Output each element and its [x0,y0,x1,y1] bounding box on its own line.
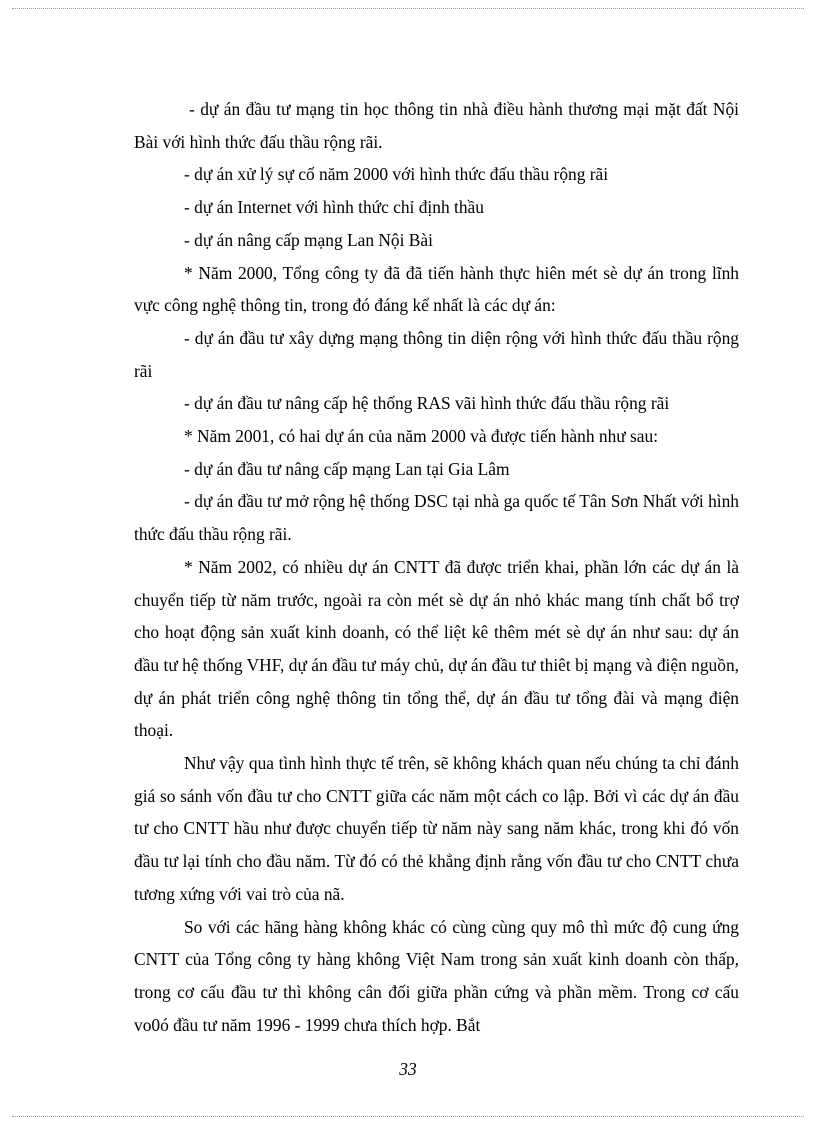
paragraph-10: - dự án đầu tư mở rộng hệ thống DSC tại nhà ga quốc tế Tân Sơn Nhất với hình thức đấu thầu rộng rãi. [134,491,739,545]
paragraph-8: * Năm 2001, có hai dự án của năm 2000 và được tiến hành như sau: [184,426,659,447]
paragraph-3: - dự án Internet với hình thức chỉ định thầu [184,197,484,218]
paragraph-11: * Năm 2002, có nhiều dự án CNTT đã được triển khai, phần lớn các dự án là chuyển tiếp từ năm trước, ngoài ra còn mét sè dự án nhỏ khác mang tính chất bổ trợ cho hoạt động sản xuất kinh doanh, có thể liệt kê thêm mét sè dự án như sau: dự án đầu tư hệ thống VHF, dự án đầu tư máy chủ, dự án đầu tư thiêt bị mạng và điện nguồn, dự án phát triển công nghệ thông tin tổng thể, dự án đầu tư tổng đài và mạng điện thoại. [134,556,739,741]
paragraph-9: - dự án đầu tư nâng cấp mạng Lan tại Gia Lâm [184,458,510,479]
document-body [134,93,739,1041]
paragraph-4: - dự án nâng cấp mạng Lan Nội Bài [184,229,433,250]
paragraph-7: - dự án đầu tư nâng cấp hệ thống RAS vãi hình thức đấu thầu rộng rãi [184,393,670,414]
paragraph-1: - dự án đầu tư mạng tin học thông tin nhà điều hành thương mại mặt đất Nội Bài với hình thức đấu thầu rộng rãi. [134,99,739,152]
page-bottom-dotted-border [12,1116,804,1117]
paragraph-6: - dự án đầu tư xây dựng mạng thông tin diện rộng với hình thức đấu thầu rộng rãi [134,327,739,381]
paragraph-13: So với các hãng hàng không khác có cùng cùng quy mô thì mức độ cung ứng CNTT của Tổng công ty hàng không Việt Nam trong sản xuất kinh doanh còn thấp, trong cơ cấu đầu tư thì không cân đối giữa phần cứng và phần mềm. Trong cơ cấu vo0ó đầu tư năm 1996 - 1999 chưa thích hợp. Bắt [134,916,739,1035]
paragraph-5: * Năm 2000, Tổng công ty đã đã tiến hành thực hiên mét sè dự án trong lĩnh vực công nghệ thông tin, trong đó đáng kể nhất là các dự án: [134,262,739,316]
paragraph-2: - dự án xử lý sự cố năm 2000 với hình thức đấu thầu rộng rãi [184,164,609,185]
page-top-dotted-border [12,8,804,9]
page-number: 33 [399,1059,417,1079]
paragraph-12: Như vậy qua tình hình thực tế trên, sẽ không khách quan nếu chúng ta chỉ đánh giá so sánh vốn đầu tư cho CNTT giữa các năm một cách co lập. Bởi vì các dự án đầu tư cho CNTT hầu như được chuyển tiếp từ năm này sang năm khác, trong khi đó vốn đầu tư lại tính cho đầu năm. Từ đó có thẻ khẳng định rằng vốn đầu tư cho CNTT chưa tương xứng với vai trò của nã. [134,753,739,904]
